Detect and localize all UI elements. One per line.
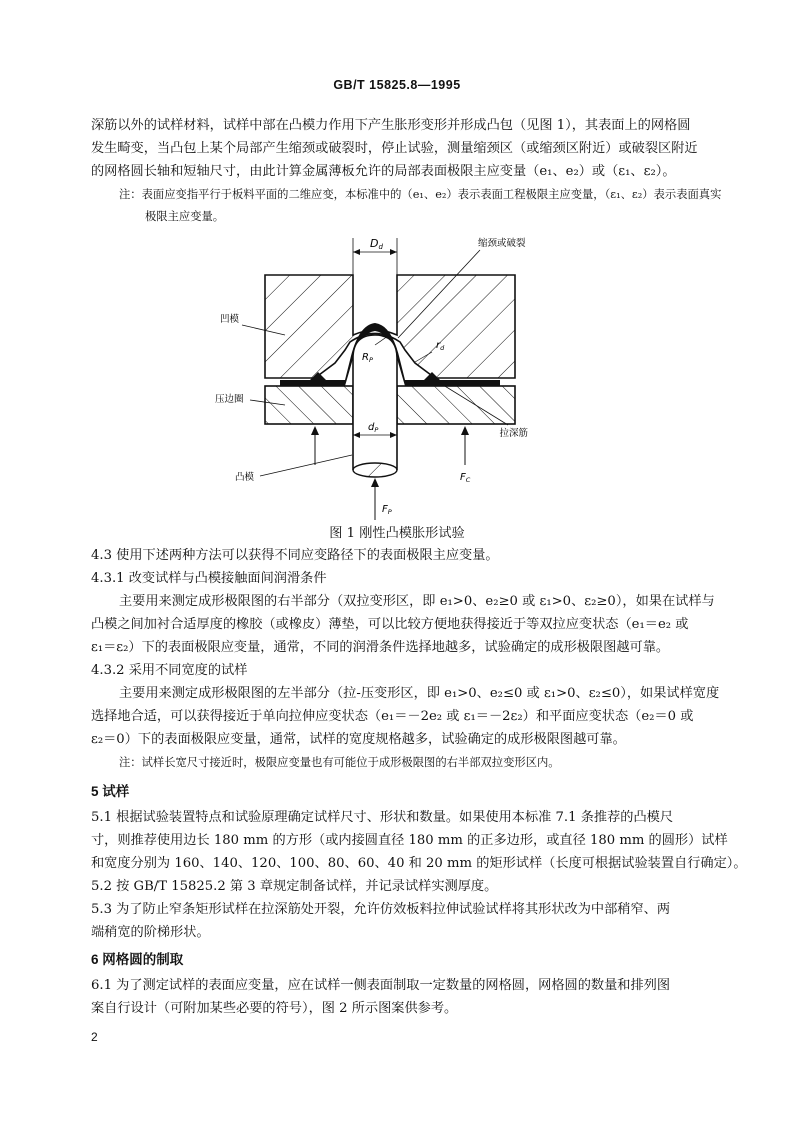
section-6-1-line-2: 案自行设计（可附加某些必要的符号），图 2 所示图案供参考。 xyxy=(91,1001,458,1016)
intro-note-line-1: 注：表面应变指平行于板料平面的二维应变，本标准中的（e₁、e₂）表示表面工程极限主应变量，（ε₁、ε₂）表示表面真实 xyxy=(119,188,722,201)
figure-1-bulge-test-diagram xyxy=(210,230,540,520)
section-4-3-1-line-2: 凸模之间加衬合适厚度的橡胶（或橡皮）薄垫，可以比较方便地获得接近于等双拉应变状态（e₁＝e₂ 或 xyxy=(91,617,689,632)
fc-label: $F_C$ xyxy=(460,472,471,484)
intro-note-line-2: 极限主应变量。 xyxy=(145,210,225,223)
section-4-3-2-title: 4.3.2 采用不同宽度的试样 xyxy=(91,663,248,678)
section-5-title: 5 试样 xyxy=(91,784,130,799)
rp-label: $R_P$ xyxy=(362,352,373,364)
section-5-1-line-2: 寸，则推荐使用边长 180 mm 的方形（或内接圆直径 180 mm 的正多边形，或直径 180 mm 的圆形）试样 xyxy=(91,833,728,848)
section-5-1-line-1: 5.1 根据试验装置特点和试验原理确定试样尺寸、形状和数量。如果使用本标准 7.1 条推荐的凸模尺 xyxy=(91,810,674,825)
intro-line-3: 的网格圆长轴和短轴尺寸，由此计算金属薄板允许的局部表面极限主应变量（e₁、e₂）或（ε₁、ε₂）。 xyxy=(91,164,676,179)
standard-number-header: GB/T 15825.8—1995 xyxy=(333,78,461,92)
dp-label: $d_P$ xyxy=(368,422,379,434)
section-4-3-2-line-3: ε₂＝0）下的表面极限应变量，通常，试样的宽度规格越多，试验确定的成形极限图越可靠。 xyxy=(91,732,626,747)
rd-label: $r_d$ xyxy=(436,340,445,352)
section-4-3-1-line-1: 主要用来测定成形极限图的右半部分（双拉变形区，即 e₁>0、e₂≥0 或 ε₁>0、ε₂≥0），如果在试样与 xyxy=(119,594,715,609)
section-4-3-1-line-3: ε₁＝ε₂）下的表面极限应变量，通常，不同的润滑条件选择地越多，试验确定的成形极限图越可靠。 xyxy=(91,640,670,655)
fp-label: $F_P$ xyxy=(382,504,392,516)
punch-label: 凸模 xyxy=(235,472,255,483)
section-6-title: 6 网格圆的制取 xyxy=(91,952,184,967)
figure-1-caption: 图 1 刚性凸模胀形试验 xyxy=(329,526,465,541)
crack-label: 缩颈或破裂 xyxy=(478,238,526,249)
intro-line-2: 发生畸变，当凸包上某个局部产生缩颈或破裂时，停止试验，测量缩颈区（或缩颈区附近）或破裂区附近 xyxy=(91,141,698,156)
die-label: 凹模 xyxy=(220,314,240,325)
drawbead-label: 拉深筋 xyxy=(499,428,528,439)
page-number: 2 xyxy=(91,1030,98,1044)
section-6-1-line-1: 6.1 为了测定试样的表面应变量，应在试样一侧表面制取一定数量的网格圆，网格圆的数量和排列图 xyxy=(91,978,671,993)
punch xyxy=(353,335,397,477)
section-5-3-line-1: 5.3 为了防止窄条矩形试样在拉深筋处开裂，允许仿效板料拉伸试验试样将其形状改为中部稍窄、两 xyxy=(91,902,671,917)
section-4-3-2-note: 注：试样长宽尺寸接近时，极限应变量也有可能位于成形极限图的右半部双拉变形区内。 xyxy=(119,756,560,769)
section-4-3-1-title: 4.3.1 改变试样与凸模接触面间润滑条件 xyxy=(91,571,327,586)
section-4-3-title: 4.3 使用下述两种方法可以获得不同应变路径下的表面极限主应变量。 xyxy=(91,548,499,563)
intro-line-1: 深筋以外的试样材料，试样中部在凸模力作用下产生胀形变形并形成凸包（见图 1），其表面上的网格圆 xyxy=(91,118,691,133)
section-5-2: 5.2 按 GB/T 15825.2 第 3 章规定制备试样，并记录试样实测厚度。 xyxy=(91,879,498,894)
section-5-3-line-2: 端稍宽的阶梯形状。 xyxy=(91,925,210,940)
dd-label: Dd xyxy=(370,237,383,251)
section-4-3-2-line-1: 主要用来测定成形极限图的左半部分（拉-压变形区，即 e₁>0、e₂≤0 或 ε₁>0、ε₂≤0），如果试样宽度 xyxy=(119,686,720,701)
section-4-3-2-line-2: 选择地合适，可以获得接近于单向拉伸应变状态（e₁＝－2e₂ 或 ε₁＝－2ε₂）和平面应变状态（e₂＝0 或 xyxy=(91,709,694,724)
blank-holder-label: 压边圈 xyxy=(215,394,244,405)
section-5-1-line-3: 和宽度分别为 160、140、120、100、80、60、40 和 20 mm 的矩形试样（长度可根据试验装置自行确定）。 xyxy=(91,856,747,871)
